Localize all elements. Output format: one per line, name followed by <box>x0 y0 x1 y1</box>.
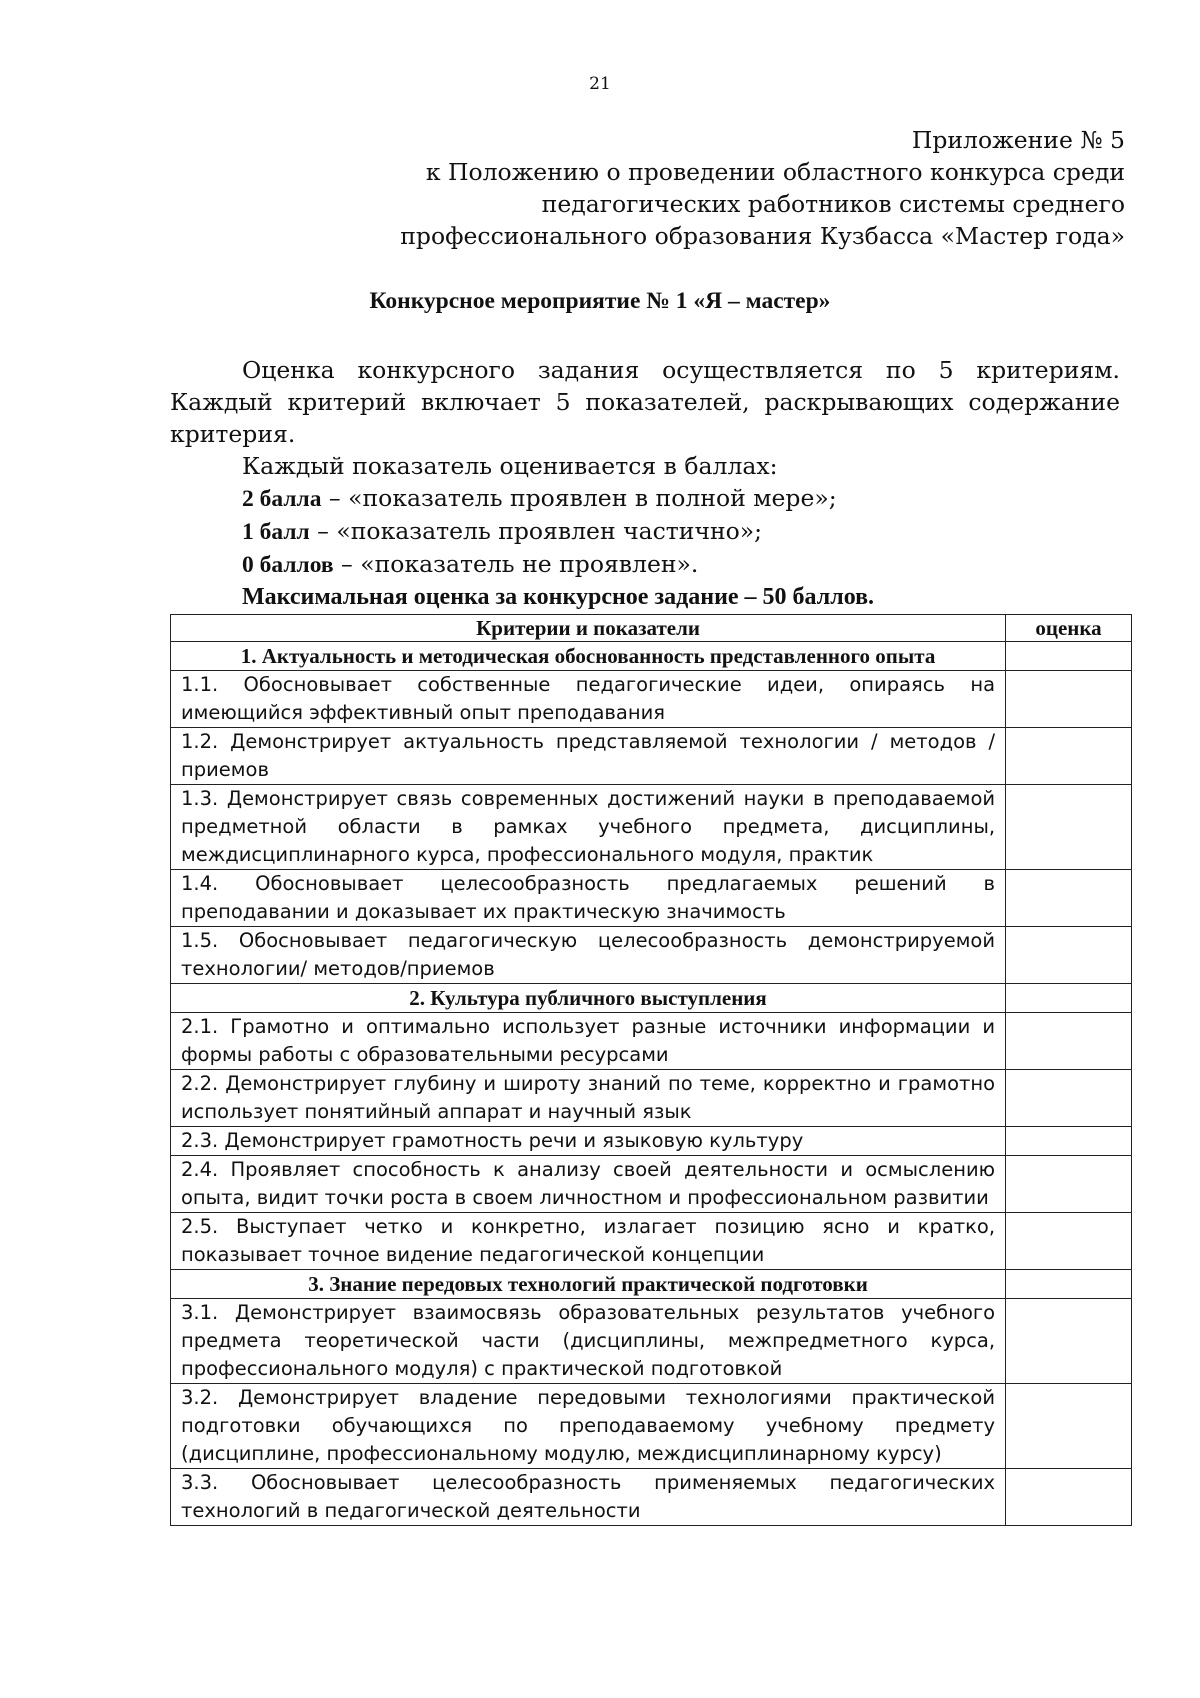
score-1-line <box>170 515 1120 548</box>
score-1-text: – «показатель проявлен частично»; <box>309 517 763 545</box>
indicator-text: 1.3. Демонстрирует связь современных достижений науки в преподаваемой предметной области в рамках учебного предмета, дисциплины, междисциплинарного курса, профессионального модуля, практик <box>171 785 1006 870</box>
intro-paragraph: Оценка конкурсного задания осуществляется по 5 критериям. Каждый критерий включает 5 показателей, раскрывающих содержание критерия. <box>170 356 1120 448</box>
table-header-row <box>171 615 1132 642</box>
score-0-text: – «показатель не проявлен». <box>333 550 699 578</box>
section-score-cell <box>1006 1270 1132 1299</box>
section-score-cell <box>1006 642 1132 671</box>
section-title: 3. Знание передовых технологий практической подготовки <box>171 1270 1006 1299</box>
max-score-line: Максимальная оценка за конкурсное задание – 50 баллов. <box>242 584 875 610</box>
score-0-line <box>170 548 1120 581</box>
table-row <box>171 1013 1132 1070</box>
scoring-intro: Каждый показатель оценивается в баллах: <box>242 452 778 480</box>
indicator-text: 1.1. Обосновывает собственные педагогические идеи, опираясь на имеющийся эффективный опыт преподавания <box>171 671 1006 728</box>
table-row <box>171 1127 1132 1156</box>
intro-section <box>170 354 1120 613</box>
score-cell[interactable] <box>1006 785 1132 870</box>
header-criteria: Критерии и показатели <box>171 615 1006 642</box>
section-title: 2. Культура публичного выступления <box>171 984 1006 1013</box>
table-row <box>171 1156 1132 1213</box>
table-row <box>171 1299 1132 1384</box>
indicator-text: 2.1. Грамотно и оптимально использует разные источники информации и формы работы с образовательными ресурсами <box>171 1013 1006 1070</box>
section-title: 1. Актуальность и методическая обоснованность представленного опыта <box>171 642 1006 671</box>
table-row <box>171 1070 1132 1127</box>
score-cell[interactable] <box>1006 1013 1132 1070</box>
score-cell[interactable] <box>1006 1213 1132 1270</box>
score-cell[interactable] <box>1006 1070 1132 1127</box>
section-row <box>171 1270 1132 1299</box>
indicator-text: 3.1. Демонстрирует взаимосвязь образовательных результатов учебного предмета теоретической части (дисциплины, межпредметного курса, профессионального модуля) с практической подготовкой <box>171 1299 1006 1384</box>
table-row <box>171 785 1132 870</box>
indicator-text: 2.5. Выступает четко и конкретно, излагает позицию ясно и кратко, показывает точное видение педагогической концепции <box>171 1213 1006 1270</box>
indicator-text: 3.3. Обосновывает целесообразность применяемых педагогических технологий в педагогической деятельности <box>171 1469 1006 1526</box>
score-cell[interactable] <box>1006 1299 1132 1384</box>
table-row <box>171 728 1132 785</box>
score-cell[interactable] <box>1006 927 1132 984</box>
table-row <box>171 1384 1132 1469</box>
score-2-text: – «показатель проявлен в полной мере»; <box>321 484 837 512</box>
score-1-label: 1 балл <box>242 519 310 545</box>
document-title: Конкурсное мероприятие № 1 «Я – мастер» <box>369 288 831 314</box>
score-cell[interactable] <box>1006 1156 1132 1213</box>
indicator-text: 2.3. Демонстрирует грамотность речи и языковую культуру <box>171 1127 1006 1156</box>
appendix-line: профессионального образования Кузбасса «Мастер года» <box>400 222 1125 250</box>
score-cell[interactable] <box>1006 870 1132 927</box>
table-row <box>171 927 1132 984</box>
score-cell[interactable] <box>1006 1469 1132 1526</box>
section-row <box>171 984 1132 1013</box>
score-2-line <box>170 482 1120 515</box>
indicator-text: 1.4. Обосновывает целесообразность предлагаемых решений в преподавании и доказывает их практическую значимость <box>171 870 1006 927</box>
section-row <box>171 642 1132 671</box>
table-row <box>171 671 1132 728</box>
score-cell[interactable] <box>1006 1127 1132 1156</box>
indicator-text: 3.2. Демонстрирует владение передовыми технологиями практической подготовки обучающихся по преподаваемому учебному предмету (дисциплине, профессиональному модулю, междисциплинарному курсу) <box>171 1384 1006 1469</box>
indicator-text: 1.5. Обосновывает педагогическую целесообразность демонстрируемой технологии/ методов/приемов <box>171 927 1006 984</box>
page-number: 21 <box>589 74 611 94</box>
criteria-table <box>170 614 1132 1526</box>
appendix-line: педагогических работников системы среднего <box>541 190 1125 218</box>
score-2-label: 2 балла <box>242 486 322 512</box>
indicator-text: 2.2. Демонстрирует глубину и широту знаний по теме, корректно и грамотно использует понятийный аппарат и научный язык <box>171 1070 1006 1127</box>
table-row <box>171 870 1132 927</box>
header-score: оценка <box>1006 615 1132 642</box>
indicator-text: 1.2. Демонстрирует актуальность представляемой технологии / методов / приемов <box>171 728 1006 785</box>
appendix-line: Приложение № 5 <box>911 126 1125 154</box>
score-cell[interactable] <box>1006 1384 1132 1469</box>
score-cell[interactable] <box>1006 671 1132 728</box>
section-score-cell <box>1006 984 1132 1013</box>
score-cell[interactable] <box>1006 728 1132 785</box>
appendix-line: к Положению о проведении областного конкурса среди <box>425 158 1125 186</box>
indicator-text: 2.4. Проявляет способность к анализу своей деятельности и осмыслению опыта, видит точки роста в своем личностном и профессиональном развитии <box>171 1156 1006 1213</box>
score-0-label: 0 баллов <box>242 552 334 578</box>
appendix-heading <box>225 124 1125 252</box>
table-row <box>171 1213 1132 1270</box>
table-row <box>171 1469 1132 1526</box>
criteria-body <box>171 642 1132 1526</box>
